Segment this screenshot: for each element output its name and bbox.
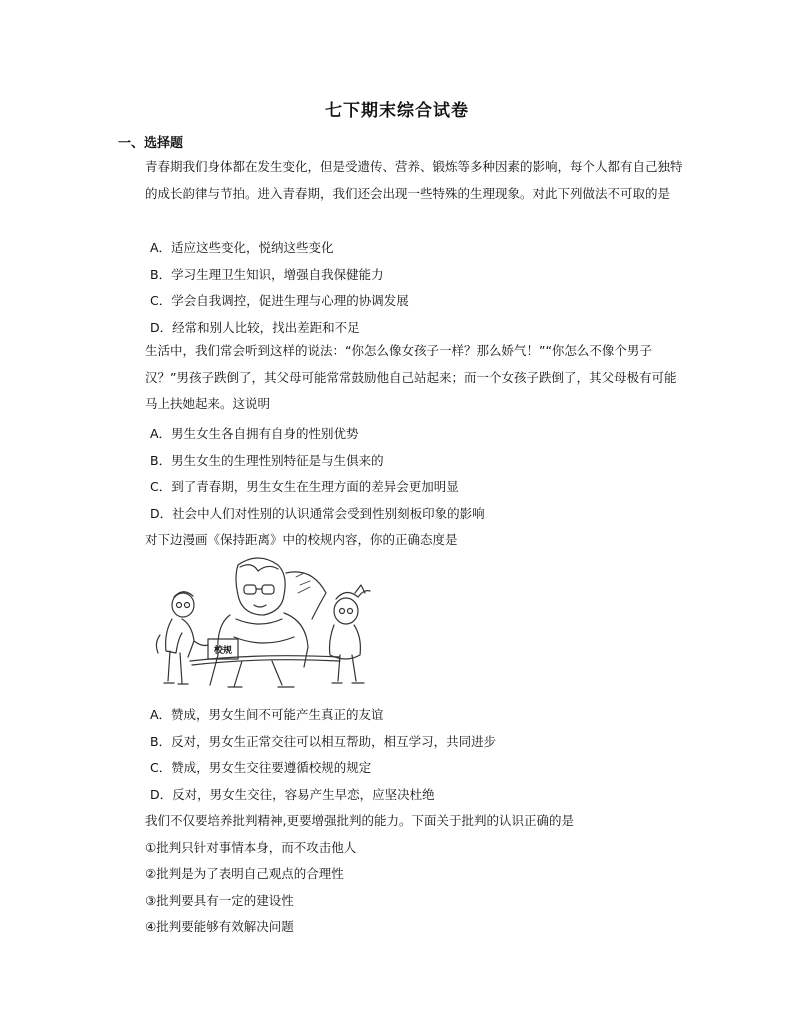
right-student-figure [330,585,371,683]
question-4-statement-2: ②批判是为了表明自己观点的合理性 [145,866,344,881]
school-rule-label: 校规 [213,646,233,656]
question-4-stem: 我们不仅要培养批判精神,更要增强批判的能力。下面关于批判的认识正确的是 [145,813,574,828]
question-1-option-c: C．学会自我调控，促进生理与心理的协调发展 [150,293,409,308]
question-2-stem: 生活中，我们常会听到这样的说法：“你怎么像女孩子一样？那么娇气！”“你怎么不像个男子汉？”男孩子跌倒了，其父母可能常常鼓励他自己站起来；而一个女孩子跌倒了，其父母极有可能马上扶她起来。这说明 [145,343,677,411]
left-student-figure [156,592,208,684]
question-1-option-d: D．经常和别人比较，找出差距和不足 [150,320,360,335]
question-1-stem: 青春期我们身体都在发生变化，但是受遗传、营养、锻炼等多种因素的影响，每个人都有自己独特的成长韵律与节拍。进入青春期，我们还会出现一些特殊的生理现象。对此下列做法不可取的是 [145,159,683,201]
question-3-option-d: D．反对，男女生交往，容易产生早恋，应坚决杜绝 [150,787,435,802]
question-2-option-d: D．社会中人们对性别的认识通常会受到性别刻板印象的影响 [150,506,485,521]
question-2-option-a: A．男生女生各自拥有自身的性别优势 [150,426,359,441]
question-2-option-c: C．到了青春期，男生女生在生理方面的差异会更加明显 [150,479,459,494]
teacher-figure [210,558,326,687]
question-3-stem: 对下边漫画《保持距离》中的校规内容，你的正确态度是 [145,532,458,547]
question-3-option-a: A．赞成，男女生间不可能产生真正的友谊 [150,707,384,722]
question-2-option-b: B．男生女生的生理性别特征是与生俱来的 [150,453,384,468]
section-heading: 一、选择题 [118,136,184,151]
question-3-option-b: B．反对，男女生正常交往可以相互帮助，相互学习，共同进步 [150,734,497,749]
page-title: 七下期末综合试卷 [325,101,469,121]
question-1-option-a: A．适应这些变化，悦纳这些变化 [150,240,334,255]
question-1-option-b: B．学习生理卫生知识，增强自我保健能力 [150,267,384,282]
cartoon-keep-distance [150,553,378,695]
question-4-statement-4: ④批判要能够有效解决问题 [145,919,294,934]
question-3-option-c: C．赞成，男女生交往要遵循校规的规定 [150,760,372,775]
question-4-statement-1: ①批判只针对事情本身，而不攻击他人 [145,840,357,855]
question-4-statement-3: ③批判要具有一定的建设性 [145,893,294,908]
